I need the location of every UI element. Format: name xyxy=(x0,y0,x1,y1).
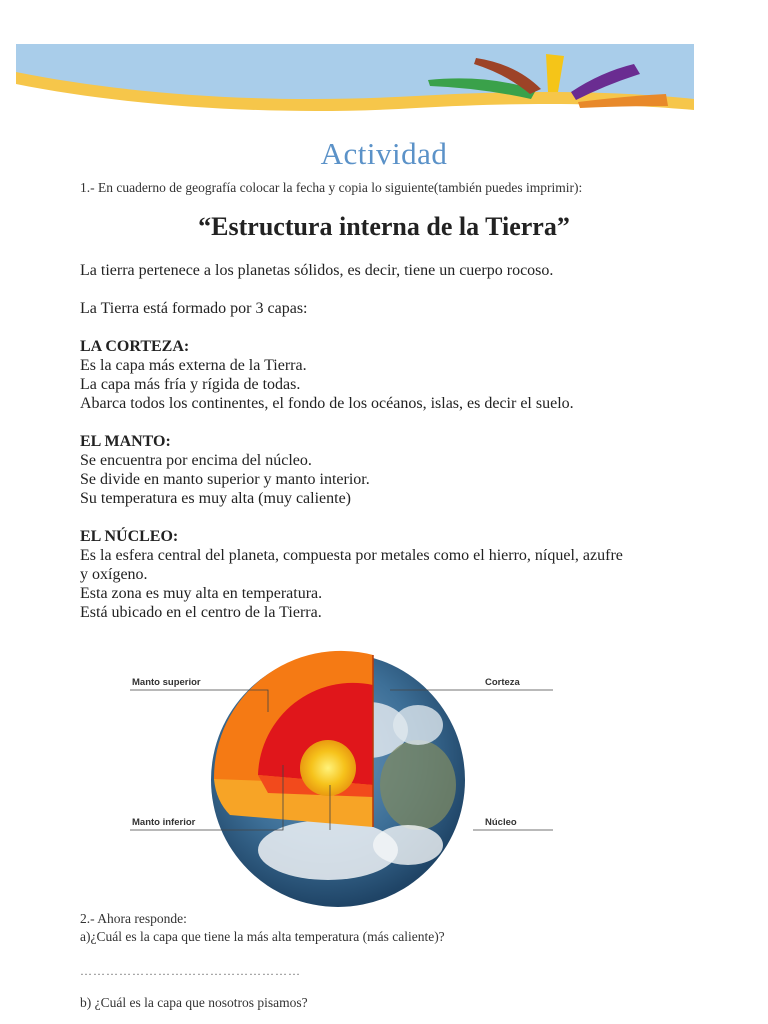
manto-line: Se encuentra por encima del núcleo. xyxy=(80,452,312,469)
manto-line: Su temperatura es muy alta (muy caliente) xyxy=(80,490,352,507)
nucleo-line: Está ubicado en el centro de la Tierra. xyxy=(80,604,322,621)
manto-line: Se divide en manto superior y manto interior. xyxy=(80,471,370,488)
label-corteza: Corteza xyxy=(485,677,520,688)
corteza-line: La capa más fría y rígida de todas. xyxy=(80,376,301,393)
questions-intro: 2.- Ahora responde: xyxy=(80,911,187,926)
corteza-line: Es la capa más externa de la Tierra. xyxy=(80,357,307,374)
earth-structure-figure xyxy=(118,645,578,910)
section-corteza xyxy=(80,337,574,413)
answer-line-a[interactable]: …………………………………………… xyxy=(80,964,301,978)
nucleo-title: EL NÚCLEO: xyxy=(80,528,179,545)
label-manto-inferior: Manto inferior xyxy=(132,817,196,828)
nucleo-line: Es la esfera central del planeta, compuesta por metales como el hierro, níquel, azufre xyxy=(80,547,623,564)
earth-cutaway xyxy=(214,651,373,827)
intro-paragraph-2: La Tierra está formado por 3 capas: xyxy=(80,300,308,317)
label-manto-superior: Manto superior xyxy=(132,677,201,688)
corteza-title: LA CORTEZA: xyxy=(80,338,190,355)
nucleo-line: y oxígeno. xyxy=(80,566,148,583)
header-banner xyxy=(16,44,694,126)
nucleo-line: Esta zona es muy alta en temperatura. xyxy=(80,585,323,602)
section-manto xyxy=(80,432,370,508)
instruction-text: 1.- En cuaderno de geografía colocar la fecha y copia lo siguiente(también puedes imprimir): xyxy=(80,180,583,195)
page-title: Actividad xyxy=(320,136,448,171)
label-nucleo: Núcleo xyxy=(485,817,517,828)
question-a: a)¿Cuál es la capa que tiene la más alta temperatura (más caliente)? xyxy=(80,929,445,944)
document-heading: “Estructura interna de la Tierra” xyxy=(198,212,570,241)
manto-title: EL MANTO: xyxy=(80,433,171,450)
question-b: b) ¿Cuál es la capa que nosotros pisamos? xyxy=(80,995,308,1010)
corteza-line: Abarca todos los continentes, el fondo de los océanos, islas, es decir el suelo. xyxy=(80,395,574,412)
section-nucleo xyxy=(80,527,623,622)
intro-paragraph-1: La tierra pertenece a los planetas sólidos, es decir, tiene un cuerpo rocoso. xyxy=(80,262,554,279)
